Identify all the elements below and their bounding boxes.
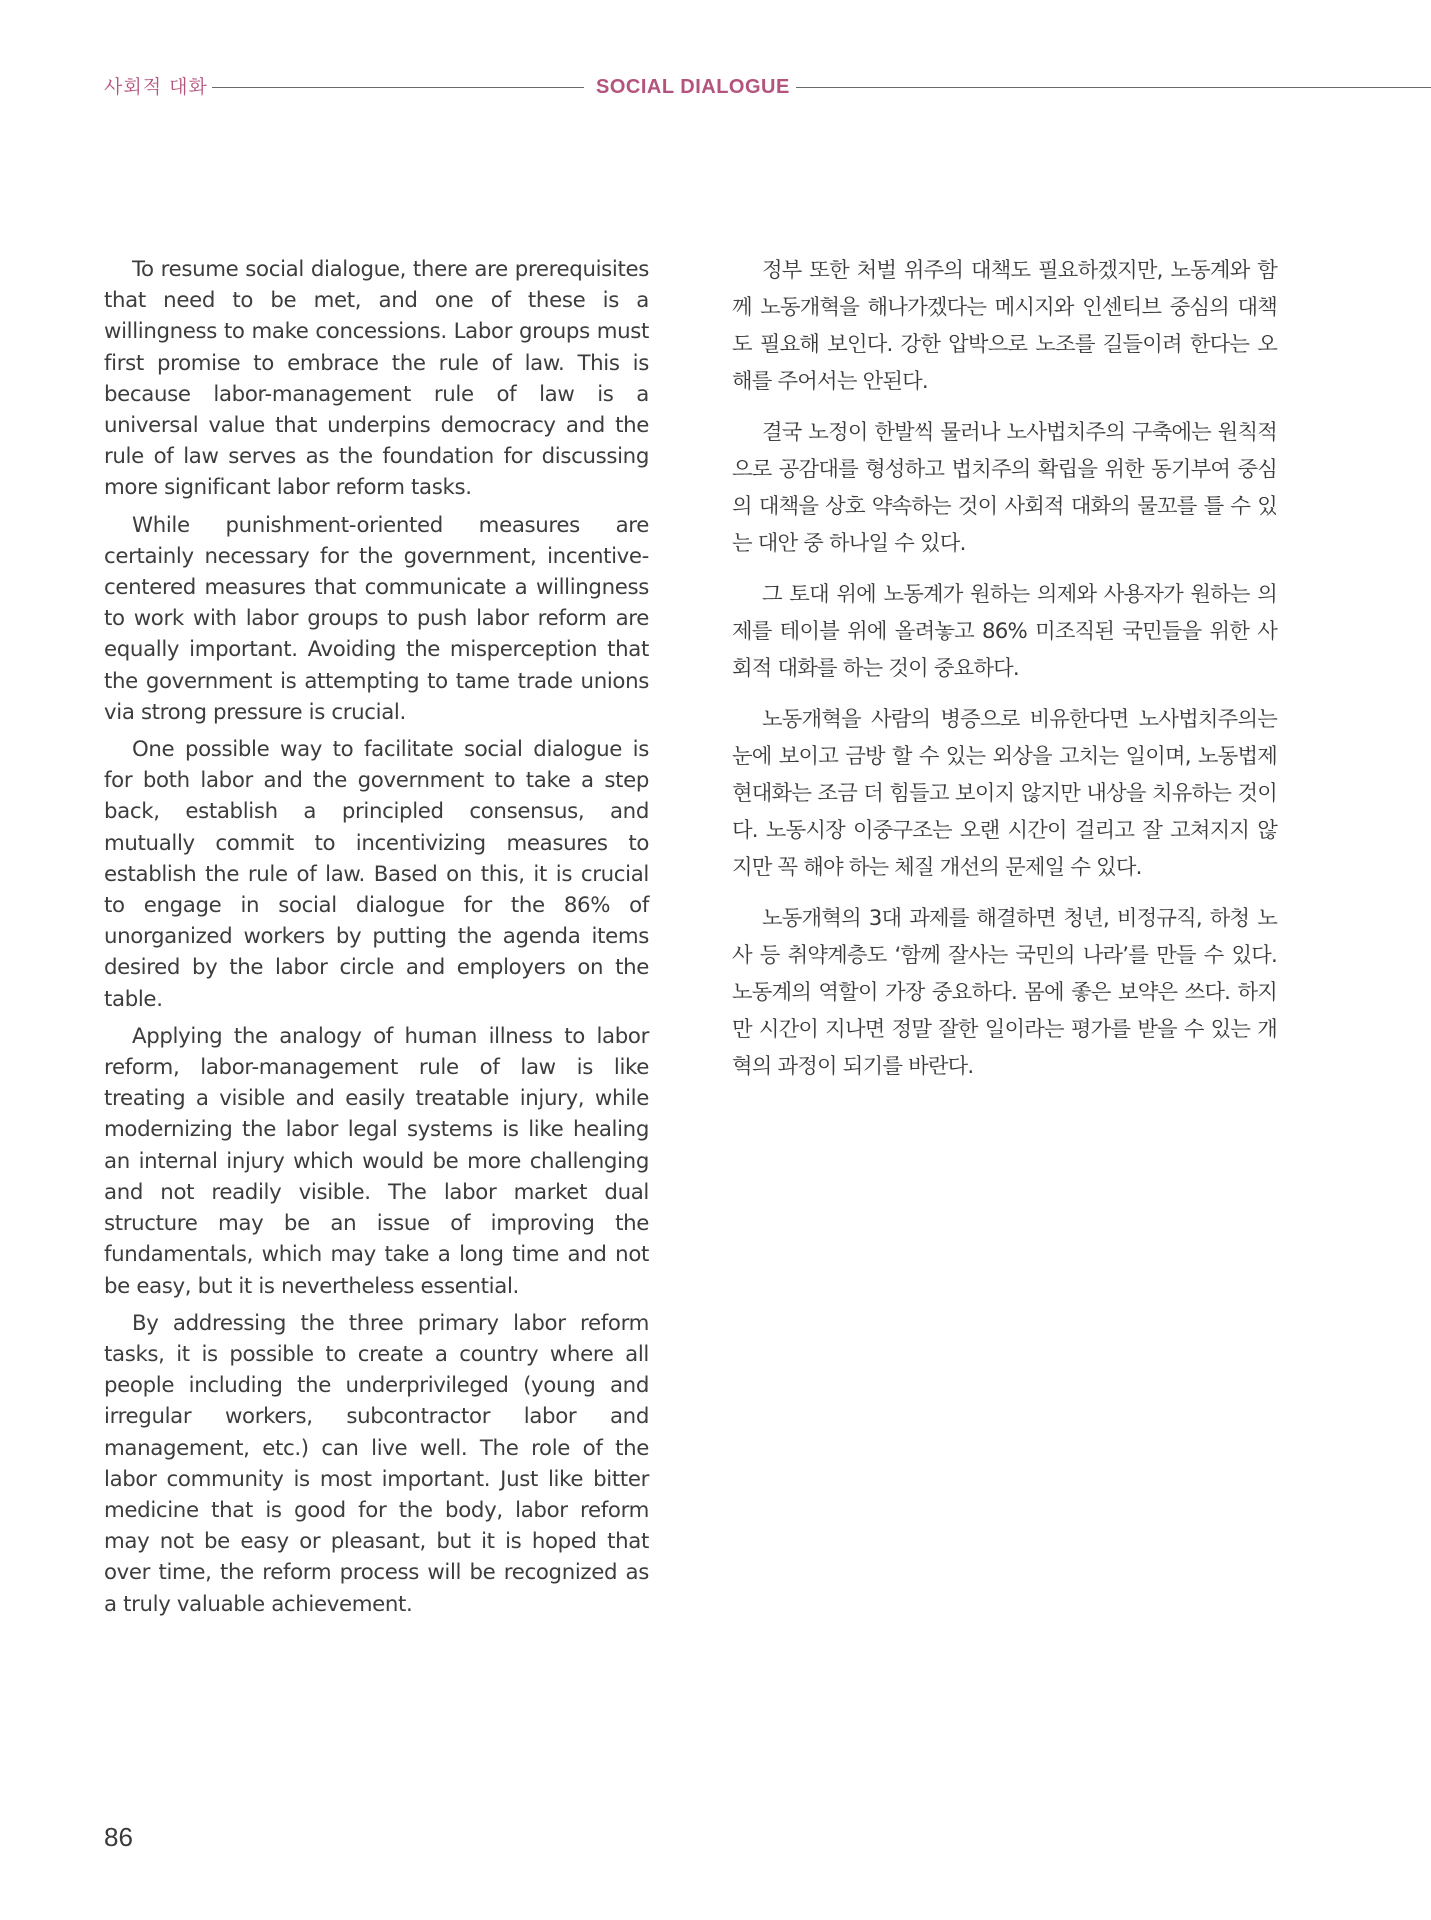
english-paragraph-5: By addressing the three primary labor reform tasks, it is possible to create a country where all people including the underprivileged (young and irregular workers, subcontractor labor and management, etc.) can live well. The role of the labor community is most important. Just like bitter medicine that is good for the body, labor reform may not be easy or pleasant, but it is hoped that over time, the reform process will be recognized as a truly valuable achievement. bbox=[104, 1310, 649, 1617]
korean-paragraph-3: 그 토대 위에 노동계가 원하는 의제와 사용자가 원하는 의제를 테이블 위에 올려놓고 86% 미조직된 국민들을 위한 사회적 대화를 하는 것이 중요하다. bbox=[732, 582, 1277, 681]
english-text-column bbox=[104, 254, 649, 1626]
section-title-korean: 사회적 대화 bbox=[104, 76, 208, 98]
section-title-english: SOCIAL DIALOGUE bbox=[596, 76, 790, 98]
running-header bbox=[0, 70, 1431, 104]
page-number: 86 bbox=[104, 1822, 133, 1852]
english-paragraph-3: One possible way to facilitate social dialogue is for both labor and the government to take a step back, establish a principled consensus, and mutually commit to incentivizing measures to establish the rule of law. Based on this, it is crucial to engage in social dialogue for the 86% of unorganized workers by putting the agenda items desired by the labor circle and employers on the table. bbox=[104, 737, 649, 1012]
english-paragraph-2: While punishment-oriented measures are certainly necessary for the government, incentive-centered measures that communicate a willingness to work with labor groups to push labor reform are equally important. Avoiding the misperception that the government is attempting to tame trade unions via strong pressure is crucial. bbox=[104, 512, 649, 725]
korean-paragraph-2: 결국 노정이 한발씩 물러나 노사법치주의 구축에는 원칙적으로 공감대를 형성하고 법치주의 확립을 위한 동기부여 중심의 대책을 상호 약속하는 것이 사회적 대화의 물꼬를 틀 수 있는 대안 중 하나일 수 있다. bbox=[732, 420, 1277, 556]
korean-paragraph-1: 정부 또한 처벌 위주의 대책도 필요하겠지만, 노동계와 함께 노동개혁을 해나가겠다는 메시지와 인센티브 중심의 대책도 필요해 보인다. 강한 압박으로 노조를 길들이려 한다는 오해를 주어서는 안된다. bbox=[732, 258, 1277, 394]
header-divider-right bbox=[796, 87, 1431, 88]
korean-paragraph-4: 노동개혁을 사람의 병증으로 비유한다면 노사법치주의는 눈에 보이고 금방 할 수 있는 외상을 고치는 일이며, 노동법제 현대화는 조금 더 힘들고 보이지 않지만 내상을 치유하는 것이다. 노동시장 이중구조는 오랜 시간이 걸리고 잘 고쳐지지 않지만 꼭 해야 하는 체질 개선의 문제일 수 있다. bbox=[732, 707, 1277, 880]
english-paragraph-1: To resume social dialogue, there are prerequisites that need to be met, and one of these is a willingness to make concessions. Labor groups must first promise to embrace the rule of law. This is because labor-management rule of law is a universal value that underpins democracy and the rule of law serves as the foundation for discussing more significant labor reform tasks. bbox=[104, 257, 649, 501]
korean-text-column bbox=[732, 252, 1277, 1099]
english-paragraph-4: Applying the analogy of human illness to labor reform, labor-management rule of law is like treating a visible and easily treatable injury, while modernizing the labor legal systems is like healing an internal injury which would be more challenging and not readily visible. The labor market dual structure may be an issue of improving the fundamentals, which may take a long time and not be easy, but it is nevertheless essential. bbox=[104, 1023, 649, 1299]
korean-paragraph-5: 노동개혁의 3대 과제를 해결하면 청년, 비정규직, 하청 노사 등 취약계층도 ‘함께 잘사는 국민의 나라’를 만들 수 있다. 노동계의 역할이 가장 중요하다. 몸에 좋은 보약은 쓰다. 하지만 시간이 지나면 정말 잘한 일이라는 평가를 받을 수 있는 개혁의 과정이 되기를 바란다. bbox=[732, 906, 1277, 1079]
header-divider-left bbox=[212, 87, 584, 88]
